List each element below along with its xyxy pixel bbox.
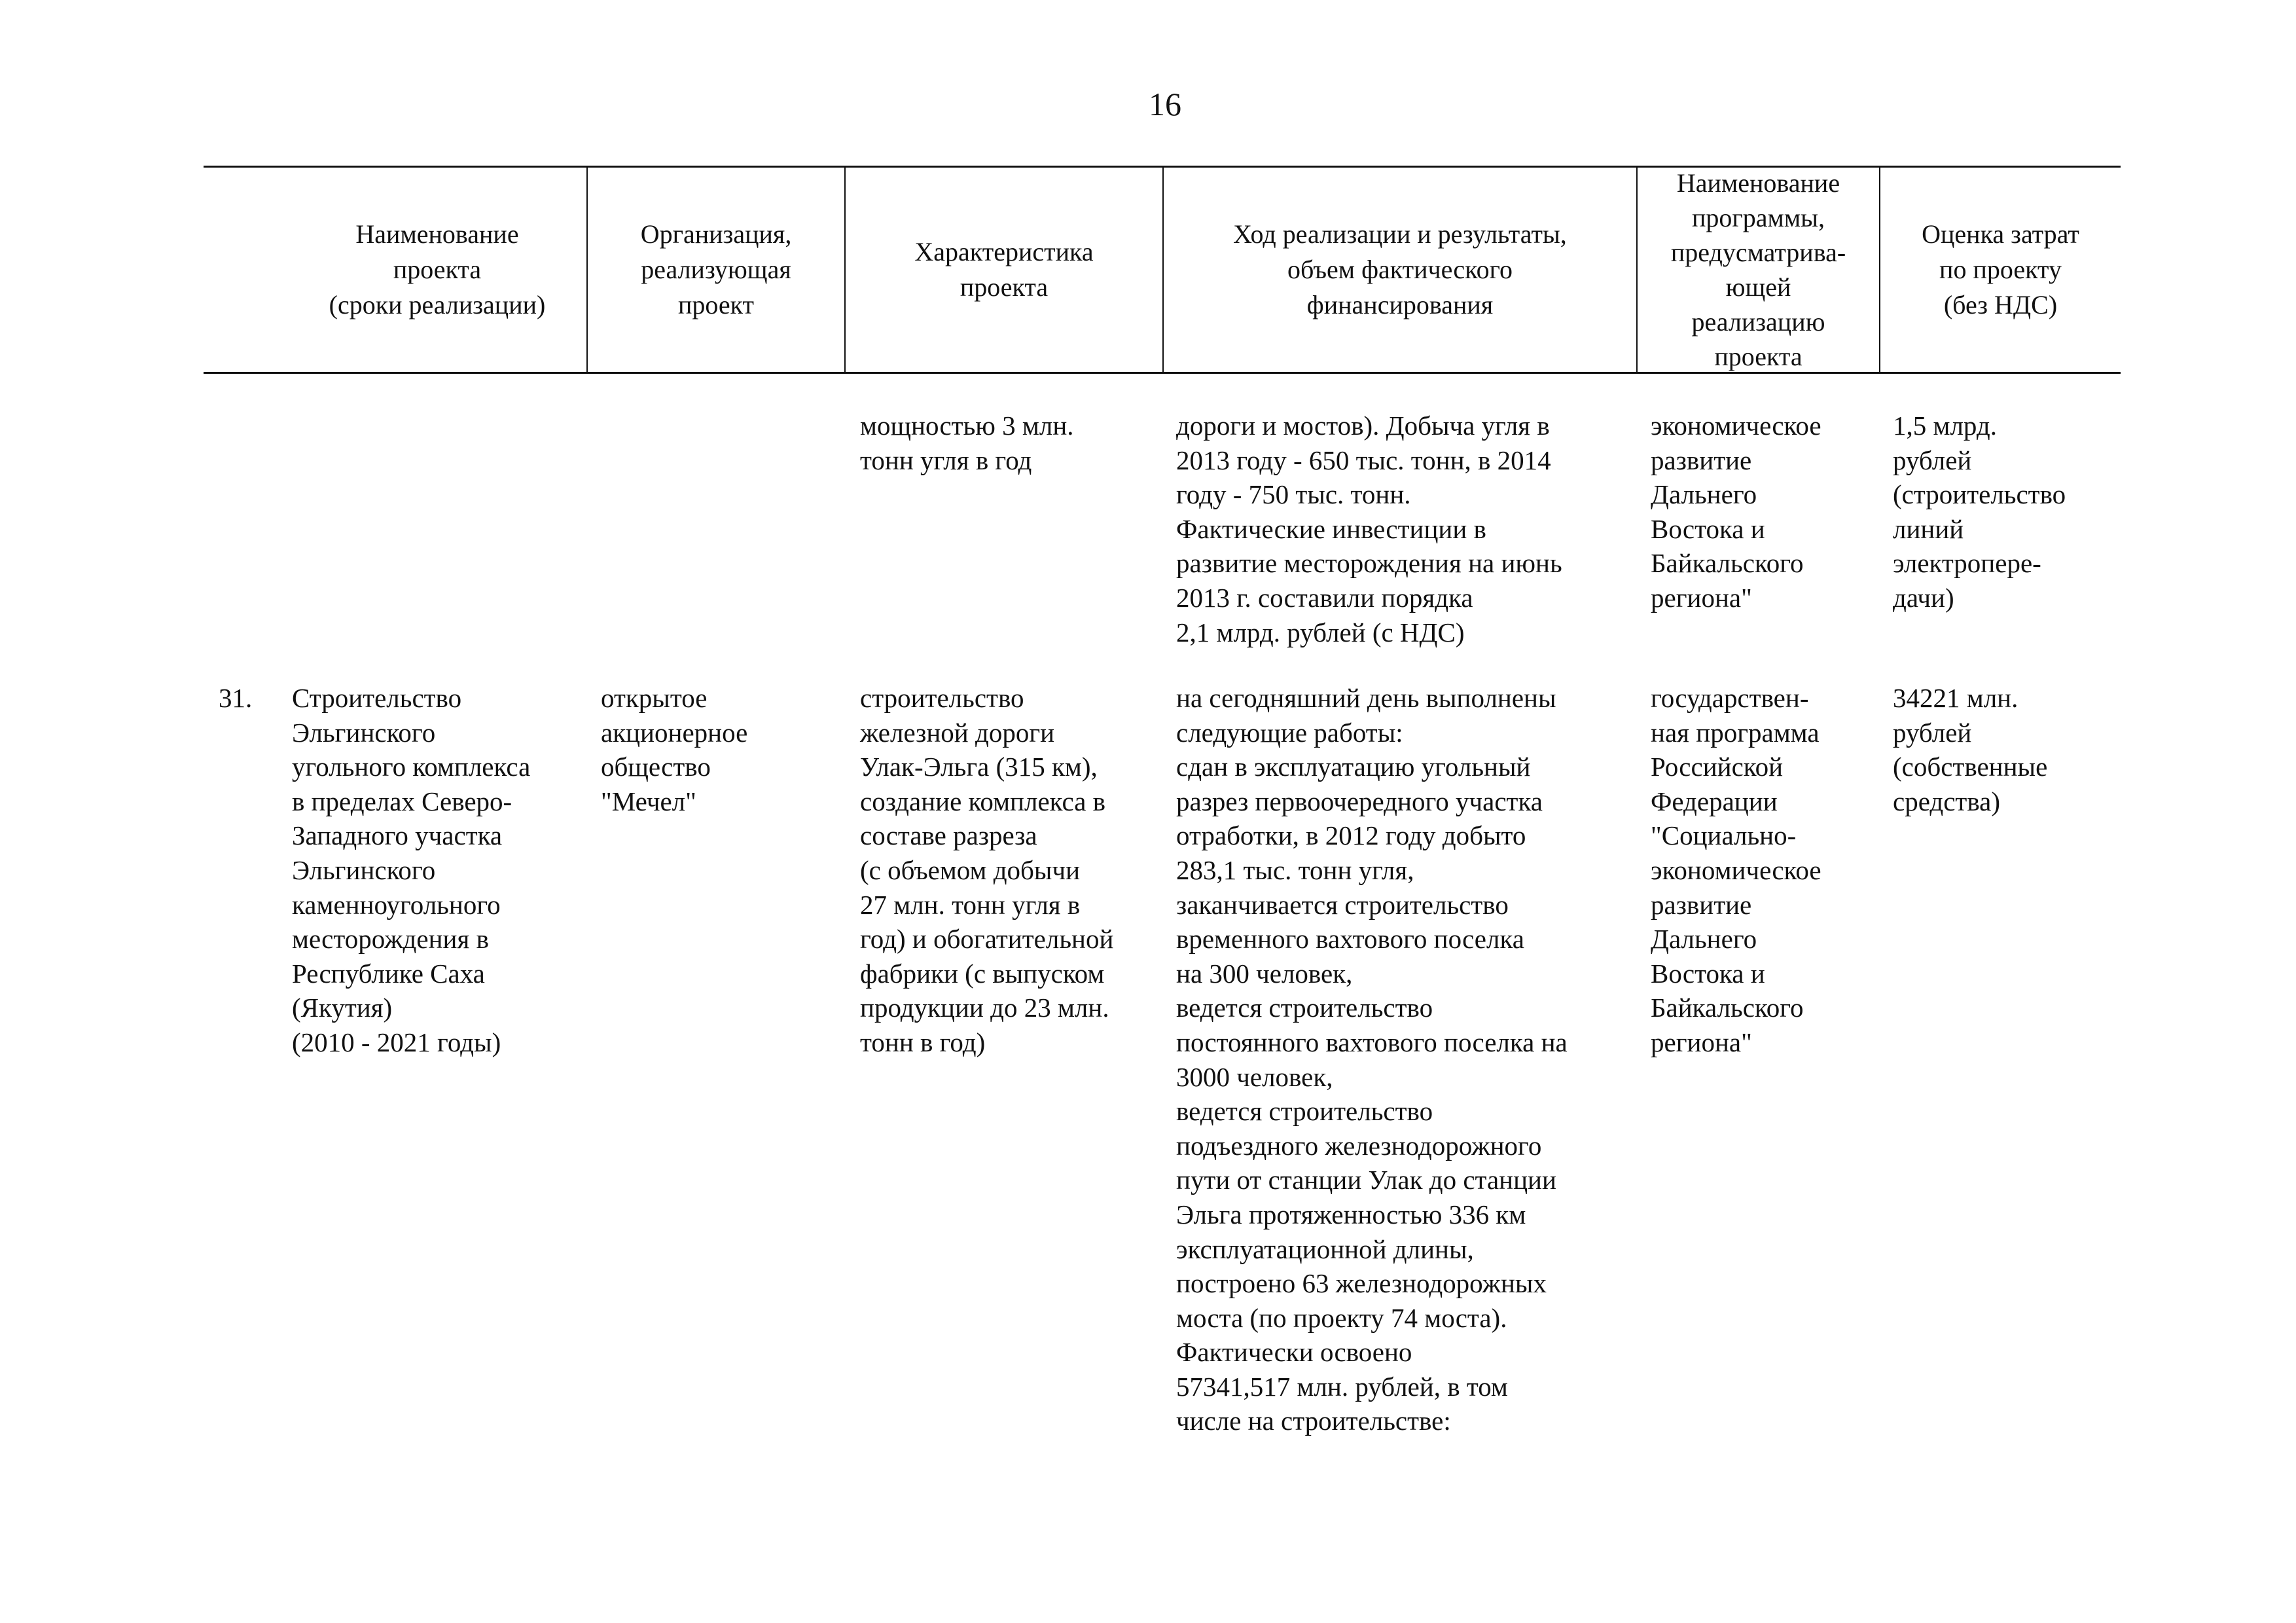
page-number: 16 [1149, 86, 1181, 122]
row31-program: государствен- ная программа Российской Федерации "Социально- экономическое развитие Дальнего Востока и Байкальского региона" [1651, 683, 1821, 1057]
header-project-name-text: Наименование проекта (сроки реализации) [329, 219, 546, 319]
row31-organization: открытое акционерное общество "Мечел" [601, 683, 748, 816]
header-progress-text: Ход реализации и результаты, объем фактического финансирования [1233, 219, 1567, 319]
cont-characteristics: мощностью 3 млн. тонн угля в год [860, 410, 1074, 475]
header-project-name [288, 167, 586, 373]
header-characteristics [846, 167, 1162, 373]
header-characteristics-text: Характеристика проекта [914, 237, 1094, 302]
header-organization-text: Организация, реализующая проект [640, 219, 792, 319]
row31-progress: на сегодняшний день выполнены следующие работы: сдан в эксплуатацию угольный разрез первоочередного участка отработки, в 2012 году добыто 283,1 тыс. тонн угля, заканчивается строительство временного вахтового поселка на 300 человек, ведется строительство постоянного вахтового поселка на 3000 человек, ведется строительство подъездного железнодорожного пути от станции Улак до станции Эльга протяженностью 336 км эксплуатационной длины, построено 63 железнодорожных моста (по проекту 74 моста). Фактически освоено 57341,517 млн. рублей, в том числе на строительстве: [1176, 683, 1568, 1436]
header-organization [588, 167, 844, 373]
cont-program: экономическое развитие Дальнего Востока и Байкальского региона" [1651, 410, 1821, 613]
header-program-text: Наименование программы, предусматрива- ющей реализацию проекта [1670, 168, 1846, 371]
row31-cost: 34221 млн. рублей (собственные средства) [1893, 683, 2048, 816]
row31-characteristics: строительство железной дороги Улак-Эльга (315 км), создание комплекса в составе разреза (с объемом добычи 27 млн. тонн угля в год) и обогатительной фабрики (с выпуском продукции до 23 млн. тонн в год) [860, 683, 1114, 1057]
header-cost-text: Оценка затрат по проекту (без НДС) [1922, 219, 2079, 319]
header-cost [1880, 167, 2121, 373]
row31-project-name: Строительство Эльгинского угольного комплекса в пределах Северо- Западного участка Эльгинского каменноугольного месторождения в Республике Саха (Якутия) (2010 - 2021 годы) [292, 683, 531, 1057]
cont-progress: дороги и мостов). Добыча угля в 2013 году - 650 тыс. тонн, в 2014 году - 750 тыс. тонн. Фактические инвестиции в развитие месторождения на июнь 2013 г. составили порядка 2,1 млрд. рублей (с НДС) [1176, 410, 1562, 647]
header-progress [1164, 167, 1636, 373]
cont-cost: 1,5 млрд. рублей (строительство линий электропере- дачи) [1893, 410, 2066, 613]
row-number: 31. [219, 683, 253, 713]
header-program [1638, 167, 1879, 373]
